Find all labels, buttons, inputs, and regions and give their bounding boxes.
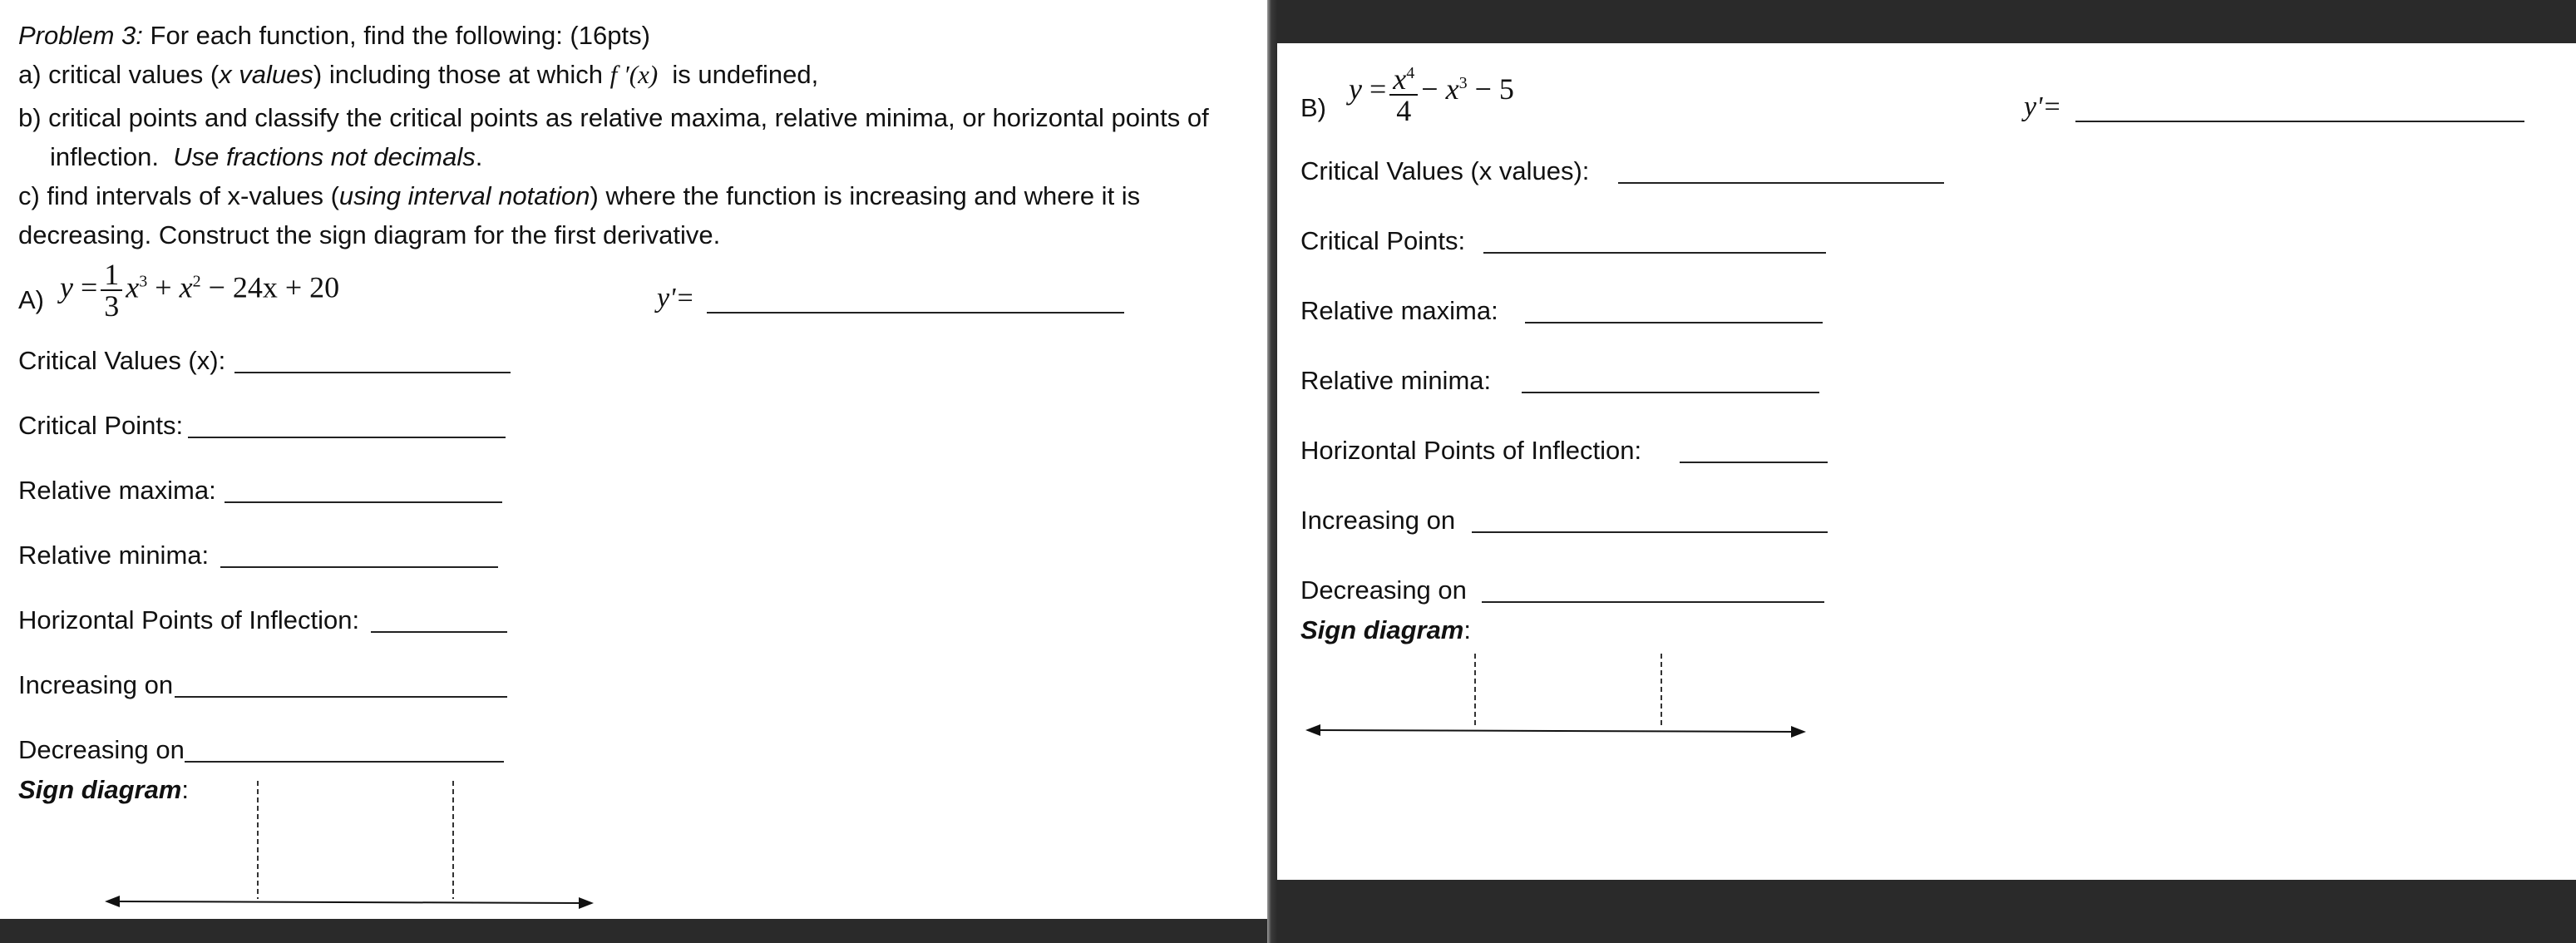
b-sign-diagram-label: Sign diagram: [1300, 615, 1464, 644]
part-b-fractions-note: Use fractions not decimals: [173, 142, 476, 171]
b-hpi-blank[interactable]: [1680, 462, 1828, 463]
b-sign-diagram-number-line: [1314, 730, 1798, 732]
problem-heading-line: [18, 21, 650, 51]
equation-b: [1349, 58, 1514, 126]
section-a-label: A): [18, 285, 44, 314]
eq-a-exp2: 2: [192, 272, 201, 291]
part-c-italic: using interval notation: [338, 181, 590, 210]
b-sign-diagram-colon: :: [1463, 615, 1471, 644]
page-gutter: [1267, 0, 1277, 943]
eq-b-minus: −: [1421, 72, 1439, 106]
a-hpi-blank[interactable]: [371, 631, 507, 633]
a-increasing-blank[interactable]: [175, 696, 507, 698]
part-c-line2: decreasing. Construct the sign diagram for the first derivative.: [18, 220, 721, 249]
yprime-b-label: y'=: [2024, 91, 2062, 122]
b-rel-min-label: Relative minima:: [1300, 366, 1492, 395]
a-increasing-label: Increasing on: [18, 670, 174, 699]
section-b-label: B): [1300, 93, 1326, 122]
right-document-page: [1277, 43, 2576, 880]
eq-b-rest: − 5: [1474, 72, 1514, 106]
eq-a-plus: +: [155, 270, 172, 304]
eq-a-y: y: [60, 270, 73, 304]
part-a-suffix: ) including those at which: [313, 60, 610, 89]
part-b-line2: [50, 142, 482, 172]
a-number-line-right-arrow: [579, 897, 594, 909]
a-number-line-left-arrow: [105, 896, 120, 907]
eq-b-denominator: 4: [1396, 94, 1412, 127]
b-critical-values-blank[interactable]: [1618, 182, 1944, 184]
eq-b-numerator: [1389, 58, 1418, 96]
b-rel-min-blank[interactable]: [1522, 392, 1819, 393]
b-sign-diagram: [1302, 650, 1834, 750]
problem-heading: Problem 3:: [18, 21, 143, 50]
b-rel-max-label: Relative maxima:: [1300, 296, 1498, 325]
b-rel-max-blank[interactable]: [1525, 322, 1823, 323]
eq-b-equals: =: [1369, 72, 1387, 106]
part-c-prefix: c) find intervals of x-values (: [18, 181, 339, 210]
b-hpi-label: Horizontal Points of Inflection:: [1300, 436, 1642, 465]
a-rel-max-blank[interactable]: [225, 501, 502, 503]
yprime-a-label: y'=: [657, 283, 695, 314]
b-number-line-left-arrow: [1305, 724, 1320, 736]
a-critical-points-label: Critical Points:: [18, 411, 184, 440]
eq-b-num-exp: 4: [1406, 64, 1415, 82]
window-bottom-bar: [0, 919, 1272, 943]
a-sign-diagram-colon: :: [181, 775, 189, 804]
part-a-italic: x values: [219, 60, 313, 89]
a-critical-points-blank[interactable]: [188, 437, 506, 438]
eq-b-exp2: 3: [1458, 73, 1468, 92]
a-sign-diagram: [100, 778, 599, 911]
a-hpi-label: Horizontal Points of Inflection:: [18, 605, 360, 634]
a-rel-min-blank[interactable]: [220, 566, 498, 568]
b-number-line-right-arrow: [1791, 726, 1806, 738]
part-b-line1: b) critical points and classify the critical points as relative maxima, relative minima, or horizontal points of: [18, 103, 1209, 132]
equation-a: [60, 259, 339, 321]
part-c-suffix: ) where the function is increasing and where it is: [590, 181, 1141, 210]
eq-a-fraction: [101, 259, 122, 321]
yprime-a-blank[interactable]: [707, 312, 1124, 314]
part-b-period: .: [475, 142, 483, 171]
eq-a-numerator: 1: [101, 259, 122, 291]
a-sign-diagram-number-line: [113, 901, 585, 903]
b-critical-points-blank[interactable]: [1483, 252, 1826, 254]
right-page-top-bar: [1277, 0, 2576, 43]
a-critical-values-label: Critical Values (x):: [18, 346, 226, 375]
f-prime-expression: f ′(x): [609, 60, 659, 89]
b-sign-diagram-title: [1300, 615, 1471, 645]
b-increasing-label: Increasing on: [1300, 506, 1456, 535]
eq-a-x1: x: [126, 270, 140, 304]
part-c-line1: [18, 181, 1140, 211]
b-increasing-blank[interactable]: [1472, 531, 1828, 533]
a-sign-diagram-label: Sign diagram: [18, 775, 182, 804]
eq-b-y: y: [1349, 72, 1362, 106]
eq-b-fraction: [1389, 58, 1418, 126]
problem-intro: For each function, find the following: (16pts): [150, 21, 650, 50]
a-decreasing-label: Decreasing on: [18, 735, 185, 764]
eq-a-rest: − 24x + 20: [208, 270, 340, 304]
right-page-bottom-bar: [1277, 880, 2576, 943]
left-document-page: [0, 0, 1267, 919]
part-a-prefix: a) critical values (: [18, 60, 220, 89]
a-critical-values-blank[interactable]: [234, 372, 511, 373]
eq-b-num-x: x: [1393, 62, 1407, 96]
eq-a-denominator: 3: [104, 289, 120, 323]
a-rel-min-label: Relative minima:: [18, 541, 210, 570]
part-a-end: is undefined,: [672, 60, 819, 89]
part-a-text: [18, 60, 818, 90]
eq-a-equals: =: [80, 270, 98, 304]
eq-a-x2: x: [179, 270, 193, 304]
a-rel-max-label: Relative maxima:: [18, 476, 216, 505]
b-critical-values-label: Critical Values (x values):: [1300, 156, 1590, 185]
part-b-inflection: inflection.: [50, 142, 159, 171]
eq-b-x2: x: [1445, 72, 1459, 106]
b-critical-points-label: Critical Points:: [1300, 226, 1466, 255]
b-decreasing-blank[interactable]: [1482, 601, 1824, 603]
yprime-b-blank[interactable]: [2075, 121, 2524, 122]
b-decreasing-label: Decreasing on: [1300, 575, 1467, 605]
a-decreasing-blank[interactable]: [185, 761, 504, 763]
eq-a-exp1: 3: [139, 272, 148, 291]
